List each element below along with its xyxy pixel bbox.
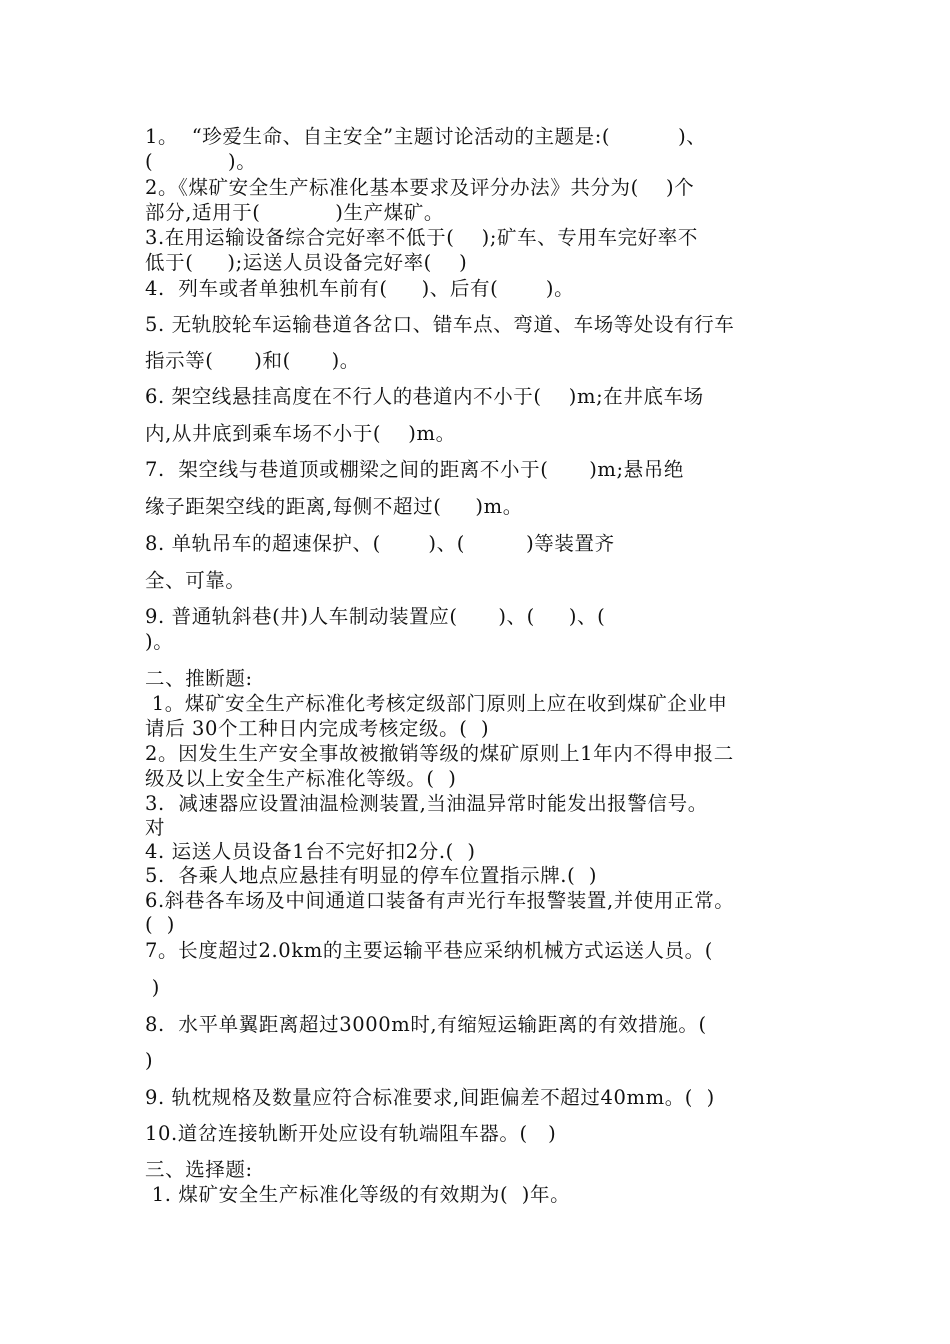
judge-2-line-2: 级及以上安全生产标准化等级。( ) [145,767,457,790]
judge-4-line: 4. 运送人员设备1台不完好扣2分.( ) [145,840,476,863]
question-5-line-1: 5. 无轨胶轮车运输巷道各岔口、错车点、弯道、车场等处设有行车 [145,313,735,336]
judge-2-line-1: 2。因发生生产安全事故被撤销等级的煤矿原则上1年内不得申报二 [145,742,734,765]
judge-7-line-2: ) [145,976,161,999]
choice-1-line: 1. 煤矿安全生产标准化等级的有效期为( )年。 [145,1183,571,1206]
question-8-line-2: 全、可靠。 [145,569,246,592]
judge-9-line: 9. 轨枕规格及数量应符合标准要求,间距偏差不超过40mm。( ) [145,1086,715,1109]
question-1-line-2: ( )。 [145,150,257,173]
section-2-heading: 二、推断题: [145,667,253,690]
question-5-line-2: 指示等( )和( )。 [145,349,360,372]
judge-8-line-1: 8. 水平单翼距离超过3000m时,有缩短运输距离的有效措施。( [145,1013,707,1036]
judge-3-line-1: 3. 减速器应设置油温检测装置,当油温异常时能发出报警信号。 [145,792,708,815]
judge-1-line-2: 请后 30个工种日内完成考核定级。( ) [145,717,490,740]
question-3-line-1: 3.在用运输设备综合完好率不低于( );矿车、专用车完好率不 [145,226,698,249]
question-7-line-1: 7. 架空线与巷道顶或棚梁之间的距离不小于( )m;悬吊绝 [145,458,684,481]
judge-10-line: 10.道岔连接轨断开处应设有轨端阻车器。( ) [145,1122,557,1145]
judge-1-line-1: 1。煤矿安全生产标准化考核定级部门原则上应在收到煤矿企业申 [145,692,728,715]
question-6-line-1: 6. 架空线悬挂高度在不行人的巷道内不小于( )m;在井底车场 [145,385,704,408]
question-9-line-1: 9. 普通轨斜巷(井)人车制动装置应( )、( )、( [145,605,606,628]
judge-7-line-1: 7。长度超过2.0km的主要运输平巷应采纳机械方式运送人员。( [145,939,713,962]
question-2-line-1: 2。《煤矿安全生产标准化基本要求及评分办法》共分为( )个 [145,176,695,199]
question-9-line-2: )。 [145,630,174,653]
question-2-line-2: 部分,适用于( )生产煤矿。 [145,201,444,224]
question-4-line: 4. 列车或者单独机车前有( )、后有( )。 [145,277,575,300]
judge-8-line-2: ) [145,1049,154,1072]
judge-5-line: 5. 各乘人地点应悬挂有明显的停车位置指示牌.( ) [145,864,598,887]
question-1-line-1: 1。 “珍爱生命、自主安全”主题讨论活动的主题是:( )、 [145,125,707,148]
judge-3-line-2: 对 [145,816,166,839]
judge-6-line-2: ( ) [145,913,176,936]
question-8-line-1: 8. 单轨吊车的超速保护、( )、( )等装置齐 [145,532,615,555]
judge-6-line-1: 6.斜巷各车场及中间通道口装备有声光行车报警装置,并使用正常。 [145,889,735,912]
question-6-line-2: 内,从井底到乘车场不小于( )m。 [145,422,456,445]
section-3-heading: 三、选择题: [145,1158,253,1181]
question-3-line-2: 低于( );运送人员设备完好率( ) [145,251,468,274]
question-7-line-2: 缘子距架空线的距离,每侧不超过( )m。 [145,495,523,518]
